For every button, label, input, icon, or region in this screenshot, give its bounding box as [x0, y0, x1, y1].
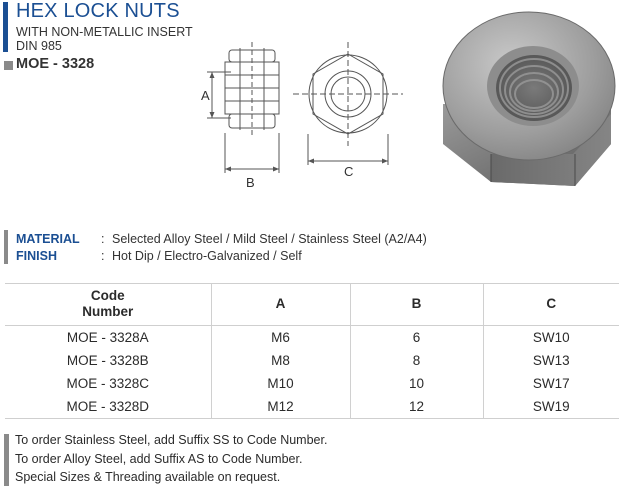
- table-header-row: [5, 283, 619, 325]
- header-a: A: [211, 283, 350, 325]
- header-code: [5, 283, 211, 325]
- cell-c: SW17: [483, 372, 619, 395]
- finish-value: Hot Dip / Electro-Galvanized / Self: [112, 249, 302, 263]
- cell-code: MOE - 3328B: [66, 352, 149, 368]
- spec-accent-bar: [4, 230, 8, 264]
- note-special: Special Sizes & Threading available on request.: [15, 470, 281, 484]
- sizes-table: [5, 283, 619, 419]
- cell-c: SW13: [483, 349, 619, 372]
- cell-a: M6: [211, 325, 350, 349]
- product-standard: DIN 985: [16, 39, 62, 53]
- notes-accent-bar: [4, 434, 9, 486]
- cell-code: MOE - 3328A: [66, 329, 149, 345]
- table-row: [5, 325, 619, 349]
- note-alloy: To order Alloy Steel, add Suffix AS to Code Number.: [15, 452, 303, 466]
- note-stainless: To order Stainless Steel, add Suffix SS to Code Number.: [15, 433, 328, 447]
- cell-c: SW10: [483, 325, 619, 349]
- material-colon: :: [101, 232, 105, 246]
- finish-label: FINISH: [16, 249, 57, 263]
- material-value: Selected Alloy Steel / Mild Steel / Stainless Steel (A2/A4): [112, 232, 427, 246]
- product-title: HEX LOCK NUTS: [16, 0, 180, 22]
- header-code-line2: Number: [82, 303, 134, 319]
- cell-b: 6: [350, 325, 483, 349]
- dimension-label-b: B: [246, 175, 255, 190]
- table-row: [5, 372, 619, 395]
- table-row: [5, 349, 619, 372]
- product-code: MOE - 3328: [16, 56, 95, 72]
- header-b: B: [350, 283, 483, 325]
- dimension-drawing-svg: [195, 38, 410, 198]
- side-view: [207, 42, 279, 173]
- cell-a: M12: [211, 395, 350, 419]
- finish-colon: :: [101, 249, 105, 263]
- cell-c: SW19: [483, 395, 619, 419]
- header-code-line1: Code: [90, 287, 125, 303]
- cell-code: MOE - 3328D: [5, 395, 211, 419]
- cell-b: 10: [350, 372, 483, 395]
- table-row: [5, 395, 619, 419]
- dimension-label-a: A: [201, 88, 210, 103]
- dimension-arrows: [210, 72, 389, 172]
- title-accent-bar: [3, 2, 8, 52]
- code-marker: [4, 61, 13, 70]
- technical-drawing: [195, 38, 410, 203]
- material-label: MATERIAL: [16, 232, 80, 246]
- top-view: [293, 42, 403, 165]
- product-subtitle: WITH NON-METALLIC INSERT: [16, 25, 193, 39]
- dimension-label-c: C: [344, 164, 354, 179]
- cell-b: 8: [350, 349, 483, 372]
- nut-product-image: [433, 4, 619, 195]
- cell-b: 12: [350, 395, 483, 419]
- cell-code: MOE - 3328C: [66, 375, 150, 391]
- cell-a: M10: [211, 372, 350, 395]
- header-c: C: [483, 283, 619, 325]
- nut-render-svg: [433, 4, 619, 190]
- cell-a: M8: [211, 349, 350, 372]
